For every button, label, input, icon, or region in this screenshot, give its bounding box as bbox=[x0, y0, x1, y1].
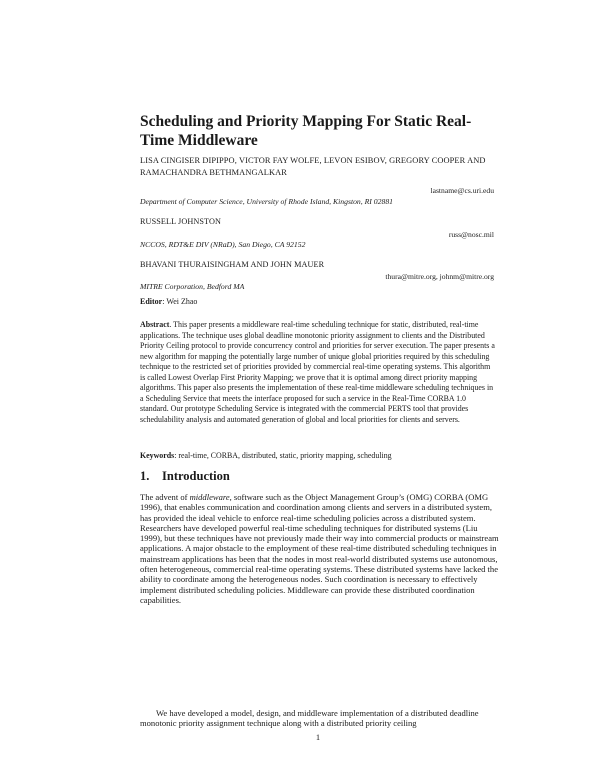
author-name-3: BHAVANI THURAISINGHAM AND JOHN MAUER bbox=[140, 260, 325, 269]
author-email-2: russ@nosc.mil bbox=[448, 230, 494, 239]
para1-rest: , software such as the Object Management Group’s (OMG) CORBA (OMG 1996), that enables communication and coordination among clients and servers in a distributed system, has provided the ideal vehicle to enforce real-time scheduling policies across a distributed system. Researchers have developed powerful real-time scheduling techniques for distributed systems (Liu 1999), but these techniques have not previously made their way into commercial products or mainstream applications. A major obstacle to the employment of these real-time distributed scheduling techniques in mainstream applications has been that the nodes in most real-world distributed systems use autonomous, often heterogeneous, commercial real-time operating systems. These distributed systems have lacked the ability to coordinate among the heterogeneous nodes. Such coordination is necessary to effectively implement distributed scheduling policies. Middleware can provide these distributed coordination capabilities. bbox=[140, 492, 499, 605]
abstract-label: Abstract bbox=[140, 320, 170, 329]
para1-start: The advent of bbox=[140, 492, 190, 502]
keywords-label: Keywords bbox=[140, 451, 175, 460]
author-name-2: RUSSELL JOHNSTON bbox=[140, 217, 221, 226]
abstract bbox=[140, 320, 496, 425]
affiliation-3: MITRE Corporation, Bedford MA bbox=[140, 282, 245, 291]
affiliation-1: Department of Computer Science, University of Rhode Island, Kingston, RI 02881 bbox=[140, 197, 394, 206]
paper-title: Scheduling and Priority Mapping For Static Real-Time Middleware bbox=[140, 113, 472, 149]
intro-paragraph-2: We have developed a model, design, and middleware implementation of a distributed deadline monotonic priority assignment technique along with a distributed priority ceiling bbox=[140, 708, 479, 729]
editor-line bbox=[140, 297, 197, 306]
keywords-text: : real-time, CORBA, distributed, static, priority mapping, scheduling bbox=[174, 451, 392, 460]
keywords bbox=[140, 451, 500, 460]
editor-name: : Wei Zhao bbox=[162, 297, 198, 306]
page-number: 1 bbox=[315, 732, 321, 742]
affiliation-2: NCCOS, RDT&E DIV (NRaD), San Diego, CA 92152 bbox=[140, 240, 306, 249]
author-email-3: thura@mitre.org, johnm@mitre.org bbox=[385, 272, 494, 281]
author-email-1: lastname@cs.uri.edu bbox=[430, 186, 494, 195]
abstract-text: . This paper presents a middleware real-time scheduling technique for static, distributed, real-time applications. The technique uses global deadline monotonic priority assignment to clients and the Distributed Priority Ceiling protocol to provide concurrency control and priorities for server execution. The paper presents a new algorithm for mapping the potentially large number of unique global priorities required by this scheduling technique to the restricted set of priorities provided by commercial real-time operating systems. This algorithm is called Lowest Overlap First Priority Mapping; we prove that it is optimal among direct priority mapping algorithms. This paper also presents the implementation of these real-time middleware scheduling techniques in a Scheduling Service that meets the interface proposed for such a service in the Real-Time CORBA 1.0 standard. Our prototype Scheduling Service is integrated with the commercial PERTS tool that provides schedulability analysis and automated generation of global and local priorities for clients and servers. bbox=[140, 320, 495, 424]
section-heading bbox=[140, 469, 230, 484]
para1-emphasis: middleware bbox=[189, 492, 230, 502]
editor-label: Editor bbox=[140, 297, 163, 306]
section-number: 1. bbox=[140, 469, 150, 483]
author-list: LISA CINGISER DIPIPPO, VICTOR FAY WOLFE, LEVON ESIBOV, GREGORY COOPER AND RAMACHANDRA BETHMANGALKAR bbox=[140, 156, 486, 177]
intro-paragraph-1 bbox=[140, 492, 500, 605]
section-title: Introduction bbox=[162, 469, 230, 483]
